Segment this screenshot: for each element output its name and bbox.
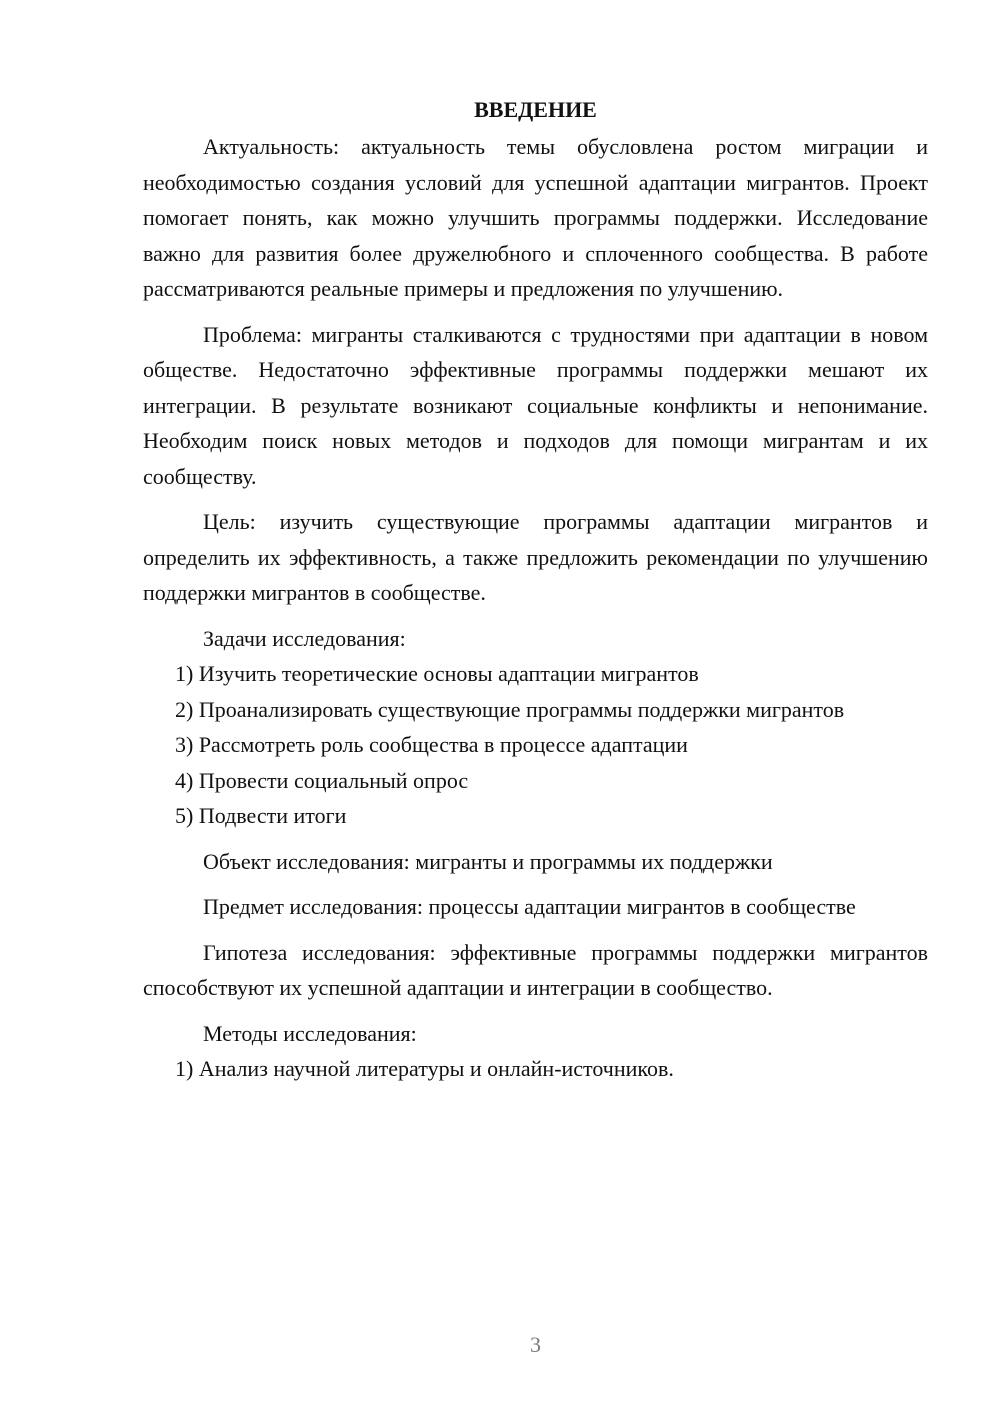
methods-heading: Методы исследования: (203, 1020, 417, 1046)
task-item-3: 3) Рассмотреть роль сообщества в процессе адаптации (175, 732, 688, 757)
method-item-1: 1) Анализ научной литературы и онлайн-источников. (175, 1056, 674, 1081)
paragraph-object: Объект исследования: мигранты и программы их поддержки (203, 848, 773, 874)
paragraph-goal: Цель: изучить существующие программы адаптации мигрантов и определить их эффективность, а также предложить рекомендации по улучшению поддержки мигрантов в сообществе. (143, 509, 928, 605)
paragraph-subject: Предмет исследования: процессы адаптации мигрантов в сообществе (203, 894, 856, 919)
tasks-heading: Задачи исследования: (203, 625, 406, 651)
task-item-5: 5) Подвести итоги (175, 803, 347, 828)
paragraph-problem: Проблема: мигранты сталкиваются с трудностями при адаптации в новом обществе. Недостаточно эффективные программы поддержки мешают их интеграции. В результате возникают социальные конфликты и непонимание. Необходим поиск новых методов и подходов для помощи мигрантам и их сообществу. (143, 321, 928, 489)
section-title: ВВЕДЕНИЕ (474, 97, 597, 122)
paragraph-relevance: Актуальность: актуальность темы обусловлена ростом миграции и необходимостью создания условий для успешной адаптации мигрантов. Проект помогает понять, как можно улучшить программы поддержки. Исследование важно для развития более дружелюбного и сплоченного сообщества. В работе рассматриваются реальные примеры и предложения по улучшению. (143, 134, 928, 301)
task-item-4: 4) Провести социальный опрос (175, 767, 469, 793)
page-number: 3 (530, 1332, 541, 1357)
paragraph-hypothesis: Гипотеза исследования: эффективные программы поддержки мигрантов способствуют их успешной адаптации и интеграции в сообщество. (143, 939, 928, 1000)
task-item-1: 1) Изучить теоретические основы адаптации мигрантов (175, 661, 699, 686)
task-item-2: 2) Проанализировать существующие программы поддержки мигрантов (175, 696, 845, 722)
page-content (143, 93, 928, 1087)
